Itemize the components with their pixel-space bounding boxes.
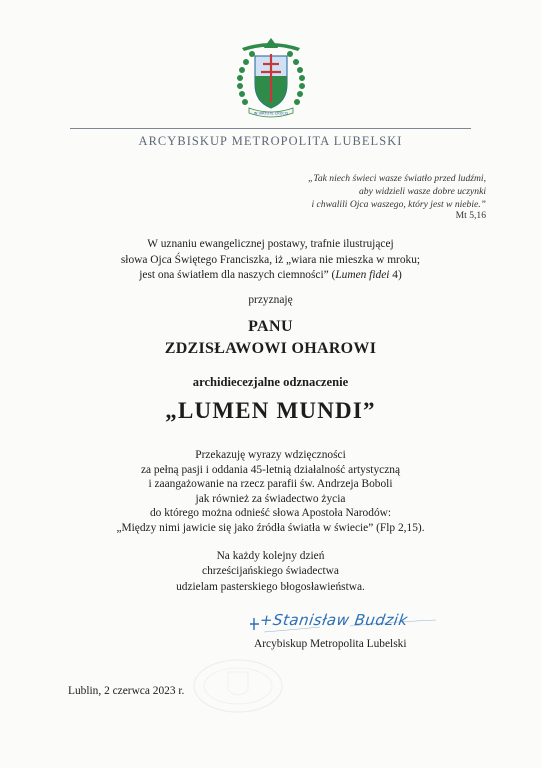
- embossed-seal-icon: [190, 654, 286, 714]
- distinction-label: archidiecezjalne odznaczenie: [192, 375, 349, 389]
- coat-motto: IN VIRTUTE CRUCIS: [253, 111, 289, 116]
- signatory-role: Arcybiskup Metropolita Lubelski: [254, 638, 407, 650]
- body-line: jak również za świadectwo życia: [195, 492, 346, 505]
- quote-line: aby widzieli wasze dobre uczynki: [358, 186, 486, 198]
- recipient-name: ZDZISŁAWOWI OHAROWI: [164, 340, 377, 357]
- quote-reference: Mt 5,16: [455, 210, 486, 221]
- blessing-line: chrześcijańskiego świadectwa: [202, 565, 339, 578]
- blessing-line: Na każdy kolejny dzień: [216, 550, 325, 562]
- intro-line: W uznaniu ewangelicznej postawy, trafnie ilustrującej: [147, 238, 394, 250]
- header-title: ARCYBISKUP METROPOLITA LUBELSKI: [138, 134, 403, 148]
- body-line: Przekazuję wyrazy wdzięczności: [195, 449, 346, 461]
- encyclical-title: Lumen fidei: [335, 269, 390, 282]
- quote-line: „Tak niech świeci wasze światło przed ludźmi,: [308, 173, 486, 184]
- signature-text: +Stanisław Budzik: [258, 611, 409, 629]
- award-name: „LUMEN MUNDI”: [165, 398, 376, 423]
- header-divider: [70, 128, 471, 129]
- blessing-line: udzielam pasterskiego błogosławieństwa.: [176, 580, 365, 593]
- gratitude-paragraph: [0, 448, 541, 536]
- blessing-paragraph: [0, 549, 541, 595]
- recipient-salutation: PANU: [248, 318, 293, 335]
- intro-paragraph: [0, 237, 541, 284]
- body-line: i zaangażowanie na rzecz parafii św. Andrzeja Boboli: [148, 478, 393, 491]
- intro-line-end: 4): [389, 269, 402, 282]
- body-line: za pełną pasji i oddania 45-letnią działalność artystyczną: [140, 463, 401, 476]
- place-and-date: Lublin, 2 czerwca 2023 r.: [68, 685, 185, 697]
- body-line: „Między nimi jawicie się jako źródła światła w świecie” (Flp 2,15).: [116, 521, 425, 534]
- grant-verb: przyznaję: [248, 294, 293, 306]
- body-line: do którego można odnieść słowa Apostoła Narodów:: [149, 507, 392, 520]
- intro-line: słowa Ojca Świętego Franciszka, iż „wiara nie mieszka w mroku;: [120, 253, 421, 266]
- quote-line: i chwalili Ojca waszego, który jest w niebie.”: [311, 199, 486, 211]
- intro-line-start: jest ona światłem dla naszych ciemności” (: [139, 269, 336, 282]
- coat-of-arms-icon: [232, 36, 310, 120]
- intro-line: [0, 268, 541, 284]
- scripture-quote: [226, 172, 486, 212]
